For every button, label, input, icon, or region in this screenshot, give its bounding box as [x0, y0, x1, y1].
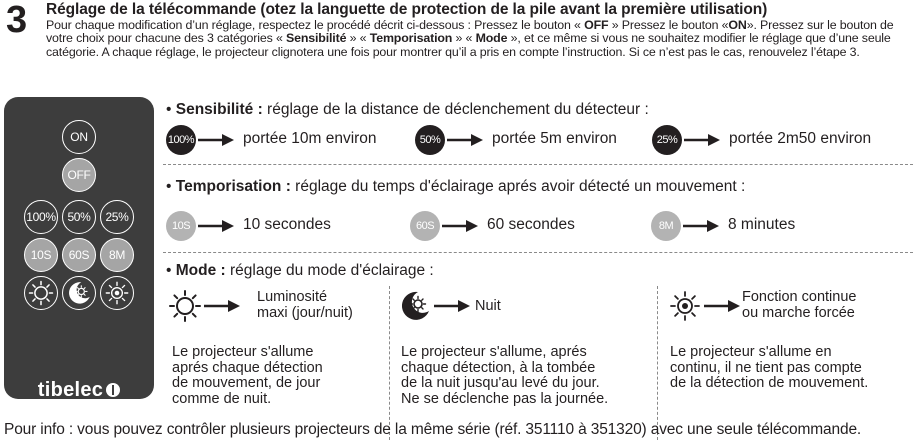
sensibilite-heading: • Sensibilité : réglage de la distance de déclenchement du détecteur :	[166, 101, 649, 118]
badge-10s: 10S	[166, 211, 196, 241]
arrow-icon	[434, 300, 470, 312]
arrow-icon	[683, 220, 719, 232]
remote-25-button: 25%	[100, 200, 134, 234]
remote-sun-button	[24, 276, 58, 310]
remote-8m-button: 8M	[100, 238, 134, 272]
sun-icon	[168, 289, 202, 323]
arrow-icon	[447, 134, 483, 146]
remote-100-button: 100%	[24, 200, 58, 234]
temporisation-item-8m: 8 minutes	[728, 216, 796, 233]
temporisation-item-10s: 10 secondes	[243, 216, 331, 233]
brand-logo: tibelec	[4, 379, 154, 402]
sun-icon	[28, 280, 54, 306]
step-number: 3	[6, 0, 28, 41]
sensibilite-item-100: portée 10m environ	[243, 130, 377, 147]
arrow-icon	[684, 134, 720, 146]
remote-10s-button: 10S	[24, 238, 58, 272]
moon-sun-icon	[398, 289, 432, 323]
arrow-icon	[704, 300, 740, 312]
footer-note: Pour info : vous pouvez contrôler plusieurs projecteurs de la même série (réf. 351110 à 351320) avec une seule télécommande.	[4, 421, 862, 438]
arrow-icon	[442, 220, 478, 232]
moon-sun-icon	[66, 280, 92, 306]
sun-outline-icon	[668, 289, 702, 323]
badge-60s: 60S	[410, 211, 440, 241]
divider	[163, 252, 913, 253]
remote-50-button: 50%	[62, 200, 96, 234]
remote-night-button	[62, 276, 96, 310]
arrow-icon	[198, 134, 234, 146]
power-icon	[106, 383, 120, 397]
remote-60s-button: 60S	[62, 238, 96, 272]
mode-item-label-day-night: Luminosité maxi (jour/nuit)	[257, 289, 353, 321]
divider	[163, 164, 913, 165]
section-title: Réglage de la télécommande (otez la languette de protection de la pile avant la première utilisation)	[46, 1, 768, 18]
intro-paragraph: Pour chaque modification d’un réglage, respectez le procédé décrit ci-dessous : Pressez le bouton « OFF » Pressez le bouton «ON». Pressez sur le bouton de votre choix pour chacune des 3 catégories « Sensibilité » « Temporisation » « Mode », et ce même si vous ne souhaitez modifier le réglage que d’une seule catégorie. A chaque réglage, le projecteur clignotera une fois pour montrer qu’il a pris en compte l’instruction. Si ce n’est pas le cas, renouvelez l’étape 3.	[46, 18, 894, 59]
badge-100: 100%	[166, 125, 196, 155]
remote-on-button: ON	[62, 120, 96, 154]
mode-item-desc-continuous: Le projecteur s'allume en continu, il ne tient pas compte de la détection de mouvement.	[670, 344, 869, 391]
remote-continuous-button	[100, 276, 134, 310]
mode-item-desc-night: Le projecteur s'allume, aprés chaque détection, à la tombée de la nuit jusqu'au levé du jour. Ne se déclenche pas la journée.	[401, 344, 609, 407]
arrow-icon	[198, 220, 234, 232]
sensibilite-item-25: portée 2m50 environ	[729, 130, 872, 147]
mode-heading: • Mode : réglage du mode d'éclairage :	[166, 262, 434, 279]
mode-item-desc-day-night: Le projecteur s'allume aprés chaque détection de mouvement, de jour comme de nuit.	[172, 344, 323, 407]
sensibilite-item-50: portée 5m environ	[492, 130, 617, 147]
divider	[657, 286, 658, 440]
remote-off-button: OFF	[62, 158, 96, 192]
badge-50: 50%	[415, 125, 445, 155]
divider	[389, 286, 390, 440]
badge-25: 25%	[652, 125, 682, 155]
remote-control-illustration	[4, 97, 154, 399]
temporisation-item-60s: 60 secondes	[487, 216, 575, 233]
sun-outline-icon	[104, 280, 130, 306]
mode-item-label-continuous: Fonction continue ou marche forcée	[742, 289, 857, 321]
mode-item-label-night: Nuit	[475, 298, 501, 314]
temporisation-heading: • Temporisation : réglage du temps d'éclairage aprés avoir détecté un mouvement :	[166, 178, 746, 195]
arrow-icon	[204, 300, 240, 312]
badge-8m: 8M	[651, 211, 681, 241]
